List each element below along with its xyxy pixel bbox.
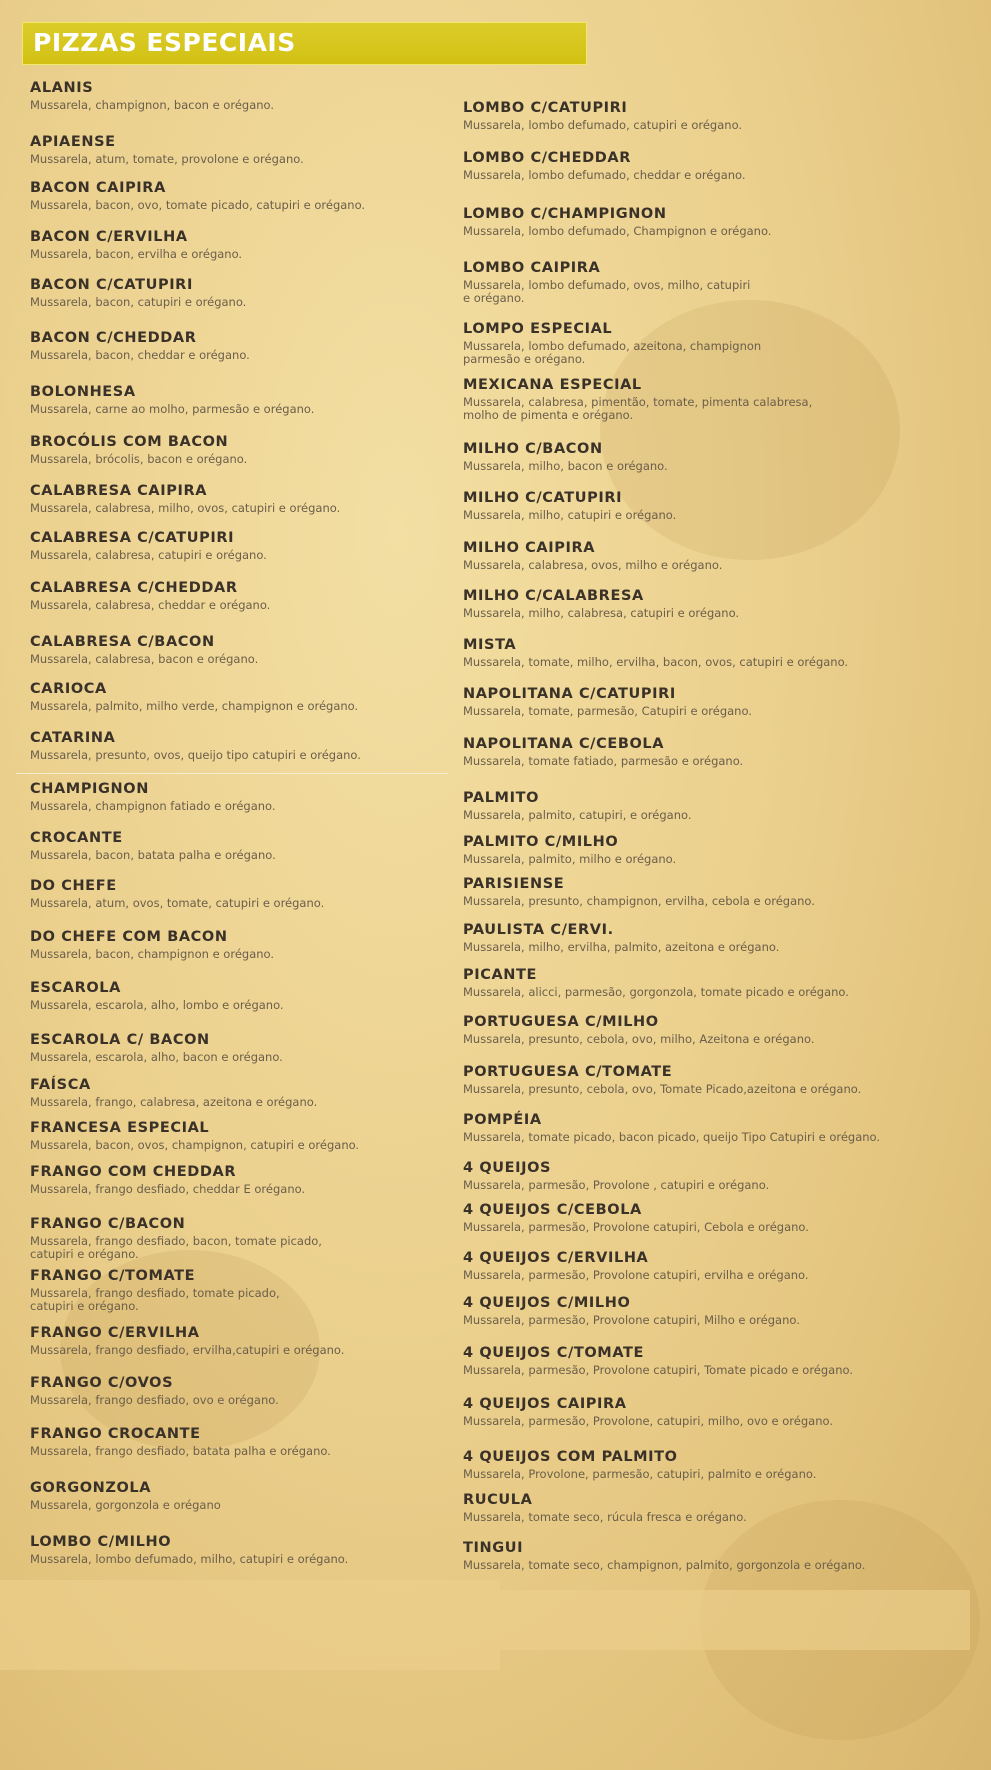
menu-item-name: MISTA bbox=[463, 637, 517, 653]
menu-item bbox=[463, 150, 983, 182]
menu-item-description: Mussarela, bacon, cheddar e orégano. bbox=[30, 348, 250, 362]
menu-item-description: Mussarela, frango desfiado, ervilha,catupiri e orégano. bbox=[30, 1343, 345, 1357]
menu-item-name: 4 QUEIJOS C/ERVILHA bbox=[463, 1250, 649, 1266]
menu-item-description: Mussarela, tomate fatiado, parmesão e orégano. bbox=[463, 754, 744, 768]
menu-item bbox=[30, 180, 450, 212]
menu-item bbox=[463, 736, 983, 768]
menu-item bbox=[463, 1160, 983, 1192]
menu-item-description: Mussarela, tomate picado, bacon picado, queijo Tipo Catupiri e orégano. bbox=[463, 1130, 881, 1144]
menu-item bbox=[30, 434, 450, 466]
menu-item-name: FRANGO C/TOMATE bbox=[30, 1268, 196, 1284]
menu-item-description: Mussarela, tomate seco, champignon, palmito, gorgonzola e orégano. bbox=[463, 1558, 866, 1572]
menu-item-description: Mussarela, milho, calabresa, catupiri e orégano. bbox=[463, 606, 740, 620]
menu-item bbox=[463, 1250, 983, 1282]
menu-item-description: Mussarela, calabresa, ovos, milho e orégano. bbox=[463, 558, 723, 572]
menu-item bbox=[30, 1534, 450, 1566]
menu-item-name: LOMBO C/CHEDDAR bbox=[463, 150, 631, 166]
menu-item bbox=[463, 637, 983, 669]
section-title: PIZZAS ESPECIAIS bbox=[33, 28, 296, 57]
menu-item-description: Mussarela, bacon, batata palha e orégano. bbox=[30, 848, 276, 862]
menu-item-name: MILHO C/BACON bbox=[463, 441, 603, 457]
menu-item-name: PORTUGUESA C/TOMATE bbox=[463, 1064, 673, 1080]
menu-item-name: BOLONHESA bbox=[30, 384, 136, 400]
menu-item bbox=[463, 490, 983, 522]
menu-item-description: Mussarela, lombo defumado, ovos, milho, catupiri e orégano. bbox=[463, 278, 751, 305]
menu-item-name: LOMBO C/MILHO bbox=[30, 1534, 172, 1550]
menu-item-description: Mussarela, calabresa, pimentão, tomate, pimenta calabresa, molho de pimenta e orégano. bbox=[463, 395, 813, 422]
menu-item-name: APIAENSE bbox=[30, 134, 116, 150]
menu-item-name: FRANGO COM CHEDDAR bbox=[30, 1164, 237, 1180]
menu-item-name: CATARINA bbox=[30, 730, 116, 746]
menu-item-description: Mussarela, presunto, cebola, ovo, Tomate Picado,azeitona e orégano. bbox=[463, 1082, 862, 1096]
menu-item-name: NAPOLITANA C/CATUPIRI bbox=[463, 686, 676, 702]
menu-item-description: Mussarela, calabresa, bacon e orégano. bbox=[30, 652, 259, 666]
menu-item-name: MEXICANA ESPECIAL bbox=[463, 377, 642, 393]
menu-item-name: 4 QUEIJOS C/CEBOLA bbox=[463, 1202, 642, 1218]
menu-item-name: 4 QUEIJOS COM PALMITO bbox=[463, 1449, 678, 1465]
menu-item-name: FRANGO C/OVOS bbox=[30, 1375, 174, 1391]
menu-item bbox=[463, 441, 983, 473]
menu-item-name: PAULISTA C/ERVI. bbox=[463, 922, 614, 938]
menu-item-description: Mussarela, palmito, milho verde, champignon e orégano. bbox=[30, 699, 359, 713]
menu-item bbox=[30, 634, 450, 666]
menu-item-name: FRANGO CROCANTE bbox=[30, 1426, 201, 1442]
menu-item bbox=[30, 830, 450, 862]
menu-item-description: Mussarela, calabresa, catupiri e orégano. bbox=[30, 548, 267, 562]
faded-paper-area bbox=[500, 1590, 970, 1650]
menu-item-name: ESCAROLA C/ BACON bbox=[30, 1032, 210, 1048]
menu-item-description: Mussarela, carne ao molho, parmesão e orégano. bbox=[30, 402, 315, 416]
menu-item bbox=[30, 330, 450, 362]
menu-item-name: PALMITO bbox=[463, 790, 539, 806]
menu-item-name: CALABRESA C/CHEDDAR bbox=[30, 580, 238, 596]
menu-item-description: Mussarela, presunto, champignon, ervilha, cebola e orégano. bbox=[463, 894, 815, 908]
menu-item-description: Mussarela, parmesão, Provolone, catupiri, milho, ovo e orégano. bbox=[463, 1414, 833, 1428]
menu-item-name: BACON C/ERVILHA bbox=[30, 229, 188, 245]
menu-item-name: NAPOLITANA C/CEBOLA bbox=[463, 736, 665, 752]
column-divider bbox=[16, 773, 448, 774]
menu-item-name: POMPÉIA bbox=[463, 1112, 542, 1128]
menu-item bbox=[30, 1325, 450, 1357]
menu-item-name: ALANIS bbox=[30, 80, 94, 96]
menu-item-name: TINGUI bbox=[463, 1540, 524, 1556]
menu-item-name: PARISIENSE bbox=[463, 876, 565, 892]
menu-item-name: DO CHEFE bbox=[30, 878, 117, 894]
menu-item-description: Mussarela, presunto, ovos, queijo tipo catupiri e orégano. bbox=[30, 748, 361, 762]
menu-item bbox=[463, 1449, 983, 1481]
menu-item bbox=[463, 1295, 983, 1327]
menu-item bbox=[463, 206, 983, 238]
menu-item-name: 4 QUEIJOS bbox=[463, 1160, 552, 1176]
menu-item bbox=[463, 540, 983, 572]
menu-item-description: Mussarela, parmesão, Provolone catupiri, Tomate picado e orégano. bbox=[463, 1363, 854, 1377]
menu-item bbox=[463, 1396, 983, 1428]
menu-item bbox=[463, 1112, 983, 1144]
menu-item bbox=[30, 878, 450, 910]
menu-item-description: Mussarela, bacon, ovo, tomate picado, catupiri e orégano. bbox=[30, 198, 366, 212]
menu-item-name: 4 QUEIJOS C/MILHO bbox=[463, 1295, 631, 1311]
menu-item-description: Mussarela, lombo defumado, azeitona, champignon parmesão e orégano. bbox=[463, 339, 762, 366]
menu-item bbox=[463, 377, 983, 422]
menu-item bbox=[30, 1268, 450, 1313]
menu-item-description: Mussarela, escarola, alho, bacon e orégano. bbox=[30, 1050, 283, 1064]
menu-item-name: ESCAROLA bbox=[30, 980, 121, 996]
menu-item-name: CHAMPIGNON bbox=[30, 781, 149, 797]
menu-item-name: PICANTE bbox=[463, 967, 538, 983]
menu-item-description: Mussarela, tomate, milho, ervilha, bacon, ovos, catupiri e orégano. bbox=[463, 655, 849, 669]
menu-item bbox=[463, 834, 983, 866]
menu-item bbox=[463, 260, 983, 305]
menu-item bbox=[30, 929, 450, 961]
menu-item bbox=[30, 1375, 450, 1407]
menu-item bbox=[463, 686, 983, 718]
menu-item-name: BACON C/CHEDDAR bbox=[30, 330, 197, 346]
menu-item-description: Mussarela, frango desfiado, batata palha e orégano. bbox=[30, 1444, 331, 1458]
menu-item bbox=[463, 1064, 983, 1096]
menu-item-name: DO CHEFE COM BACON bbox=[30, 929, 228, 945]
menu-item-description: Mussarela, bacon, ervilha e orégano. bbox=[30, 247, 243, 261]
menu-item-description: Mussarela, palmito, milho e orégano. bbox=[463, 852, 677, 866]
menu-item bbox=[30, 134, 450, 166]
menu-item-description: Mussarela, palmito, catupiri, e orégano. bbox=[463, 808, 692, 822]
menu-item-name: CALABRESA CAIPIRA bbox=[30, 483, 208, 499]
menu-item-name: LOMBO CAIPIRA bbox=[463, 260, 601, 276]
menu-item bbox=[30, 80, 450, 112]
menu-item bbox=[30, 1426, 450, 1458]
menu-item bbox=[30, 580, 450, 612]
menu-item-description: Mussarela, parmesão, Provolone , catupiri e orégano. bbox=[463, 1178, 770, 1192]
menu-item bbox=[30, 980, 450, 1012]
menu-item bbox=[30, 1120, 450, 1152]
menu-item bbox=[30, 1480, 450, 1512]
menu-item-description: Mussarela, parmesão, Provolone catupiri, ervilha e orégano. bbox=[463, 1268, 809, 1282]
menu-item bbox=[463, 100, 983, 132]
menu-item bbox=[463, 967, 983, 999]
section-title-bar bbox=[22, 22, 587, 65]
menu-item bbox=[30, 229, 450, 261]
menu-item-name: LOMBO C/CATUPIRI bbox=[463, 100, 628, 116]
menu-item bbox=[30, 483, 450, 515]
menu-item bbox=[30, 530, 450, 562]
menu-item-description: Mussarela, champignon, bacon e orégano. bbox=[30, 98, 275, 112]
menu-item bbox=[30, 1032, 450, 1064]
menu-item-description: Mussarela, bacon, champignon e orégano. bbox=[30, 947, 275, 961]
menu-item-name: 4 QUEIJOS C/TOMATE bbox=[463, 1345, 645, 1361]
menu-item-name: BACON C/CATUPIRI bbox=[30, 277, 193, 293]
menu-item-name: CARIOCA bbox=[30, 681, 107, 697]
menu-item-description: Mussarela, lombo defumado, milho, catupiri e orégano. bbox=[30, 1552, 349, 1566]
menu-item bbox=[463, 1492, 983, 1524]
menu-item-description: Mussarela, calabresa, milho, ovos, catupiri e orégano. bbox=[30, 501, 341, 515]
menu-item bbox=[463, 1202, 983, 1234]
menu-item-description: Mussarela, lombo defumado, cheddar e orégano. bbox=[463, 168, 746, 182]
menu-item-name: MILHO CAIPIRA bbox=[463, 540, 596, 556]
menu-item-description: Mussarela, gorgonzola e orégano bbox=[30, 1498, 221, 1512]
menu-item bbox=[463, 876, 983, 908]
menu-item-name: PALMITO C/MILHO bbox=[463, 834, 619, 850]
menu-item-description: Mussarela, frango, calabresa, azeitona e orégano. bbox=[30, 1095, 318, 1109]
menu-item bbox=[30, 730, 450, 762]
menu-item-name: CALABRESA C/BACON bbox=[30, 634, 215, 650]
menu-item bbox=[463, 588, 983, 620]
menu-item bbox=[30, 1216, 450, 1261]
menu-item-name: FRANGO C/BACON bbox=[30, 1216, 186, 1232]
menu-item-description: Mussarela, frango desfiado, bacon, tomate picado, catupiri e orégano. bbox=[30, 1234, 322, 1261]
menu-item bbox=[463, 922, 983, 954]
menu-item-description: Mussarela, frango desfiado, ovo e orégano. bbox=[30, 1393, 279, 1407]
menu-item-description: Mussarela, Provolone, parmesão, catupiri, palmito e orégano. bbox=[463, 1467, 817, 1481]
menu-item-description: Mussarela, tomate seco, rúcula fresca e orégano. bbox=[463, 1510, 747, 1524]
menu-item-name: FRANCESA ESPECIAL bbox=[30, 1120, 210, 1136]
faded-paper-area bbox=[0, 1580, 500, 1670]
menu-item-description: Mussarela, milho, ervilha, palmito, azeitona e orégano. bbox=[463, 940, 780, 954]
menu-item-description: Mussarela, champignon fatiado e orégano. bbox=[30, 799, 276, 813]
menu-item-name: CROCANTE bbox=[30, 830, 123, 846]
menu-item bbox=[30, 681, 450, 713]
menu-item-name: BACON CAIPIRA bbox=[30, 180, 166, 196]
menu-item-description: Mussarela, frango desfiado, cheddar E orégano. bbox=[30, 1182, 306, 1196]
menu-item-description: Mussarela, frango desfiado, tomate picado, catupiri e orégano. bbox=[30, 1286, 280, 1313]
menu-item-name: BROCÓLIS COM BACON bbox=[30, 434, 229, 450]
menu-item-name: CALABRESA C/CATUPIRI bbox=[30, 530, 235, 546]
menu-item bbox=[463, 1345, 983, 1377]
menu-item bbox=[463, 321, 983, 366]
menu-item-name: LOMPO ESPECIAL bbox=[463, 321, 613, 337]
menu-item-name: MILHO C/CATUPIRI bbox=[463, 490, 623, 506]
menu-item-description: Mussarela, calabresa, cheddar e orégano. bbox=[30, 598, 271, 612]
menu-item bbox=[30, 781, 450, 813]
menu-item-name: PORTUGUESA C/MILHO bbox=[463, 1014, 659, 1030]
menu-item bbox=[30, 277, 450, 309]
menu-item-description: Mussarela, escarola, alho, lombo e orégano. bbox=[30, 998, 284, 1012]
menu-item bbox=[30, 1077, 450, 1109]
menu-item-description: Mussarela, alicci, parmesão, gorgonzola, tomate picado e orégano. bbox=[463, 985, 849, 999]
menu-item bbox=[463, 790, 983, 822]
menu-item bbox=[30, 1164, 450, 1196]
menu-item-name: FRANGO C/ERVILHA bbox=[30, 1325, 200, 1341]
menu-item-description: Mussarela, atum, tomate, provolone e orégano. bbox=[30, 152, 304, 166]
menu-item-name: FAÍSCA bbox=[30, 1077, 91, 1093]
menu-item-description: Mussarela, brócolis, bacon e orégano. bbox=[30, 452, 248, 466]
menu-item-description: Mussarela, bacon, ovos, champignon, catupiri e orégano. bbox=[30, 1138, 360, 1152]
menu-item-description: Mussarela, milho, catupiri e orégano. bbox=[463, 508, 677, 522]
menu-item-name: GORGONZOLA bbox=[30, 1480, 152, 1496]
menu-item-description: Mussarela, tomate, parmesão, Catupiri e orégano. bbox=[463, 704, 752, 718]
menu-item-description: Mussarela, parmesão, Provolone catupiri, Cebola e orégano. bbox=[463, 1220, 809, 1234]
menu-item bbox=[463, 1014, 983, 1046]
menu-item-name: MILHO C/CALABRESA bbox=[463, 588, 644, 604]
menu-item-description: Mussarela, atum, ovos, tomate, catupiri e orégano. bbox=[30, 896, 325, 910]
menu-item bbox=[463, 1540, 983, 1572]
menu-item-description: Mussarela, presunto, cebola, ovo, milho, Azeitona e orégano. bbox=[463, 1032, 815, 1046]
menu-item-name: LOMBO C/CHAMPIGNON bbox=[463, 206, 667, 222]
menu-item-description: Mussarela, lombo defumado, catupiri e orégano. bbox=[463, 118, 743, 132]
menu-item-description: Mussarela, milho, bacon e orégano. bbox=[463, 459, 668, 473]
menu-item-description: Mussarela, lombo defumado, Champignon e orégano. bbox=[463, 224, 772, 238]
menu-item-description: Mussarela, parmesão, Provolone catupiri, Milho e orégano. bbox=[463, 1313, 800, 1327]
menu-item bbox=[30, 384, 450, 416]
menu-item-name: RUCULA bbox=[463, 1492, 533, 1508]
menu-item-description: Mussarela, bacon, catupiri e orégano. bbox=[30, 295, 247, 309]
menu-item-name: 4 QUEIJOS CAIPIRA bbox=[463, 1396, 627, 1412]
